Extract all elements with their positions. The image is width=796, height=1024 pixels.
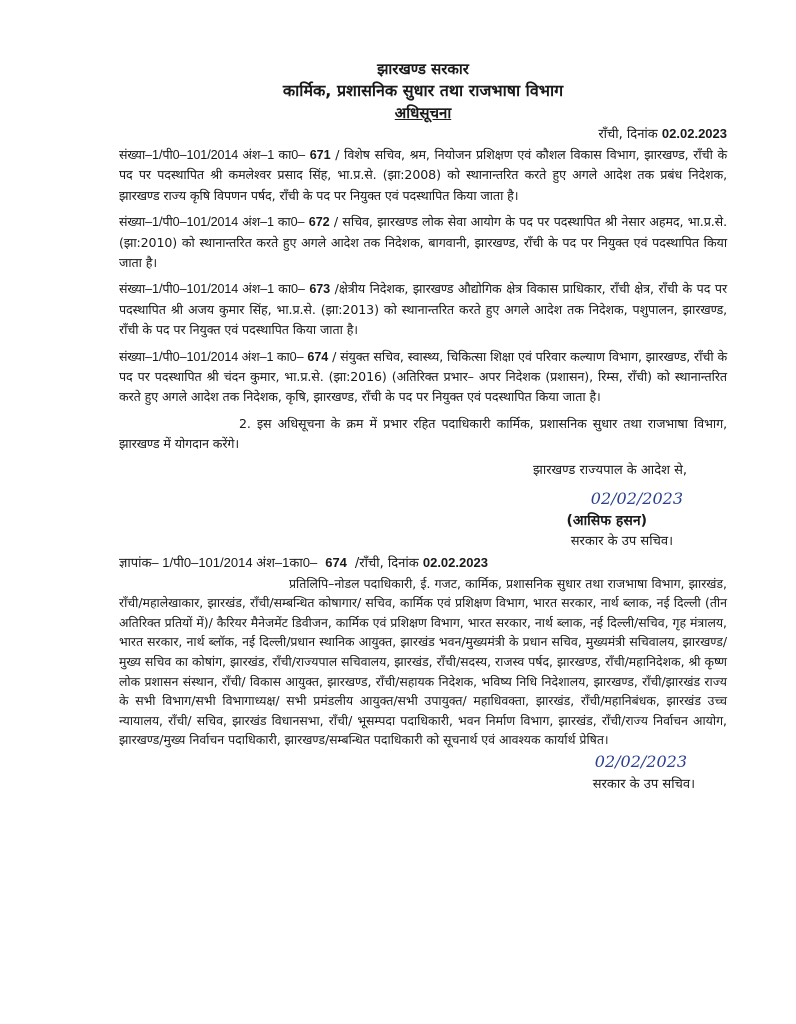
order-paragraph xyxy=(119,347,727,408)
order-text: / संयुक्त सचिव, स्वास्थ्य, चिकित्सा शिक्षा एवं परिवार कल्याण विभाग, झारखण्ड, राँची के पद पर पदस्थापित श्री चंदन कुमार, भा.प्र.से. (झा:2016) (अतिरिक्त प्रभार– अपर निदेशक (प्रशासन), रिम्स, राँची) को स्थानान्तरित करते हुए अगले आदेश तक निदेशक, कृषि, झारखण्ड, राँची के पद पर नियुक्त एवं पदस्थापित किया जाता है। xyxy=(119,348,728,405)
order-number: 672 xyxy=(308,215,330,230)
document-page xyxy=(119,58,727,800)
signatory-name: (आसिफ हसन) xyxy=(566,512,647,529)
order-ref: संख्या–1/पी0–101/2014 अंश–1 का0– xyxy=(119,349,304,364)
order-paragraph xyxy=(119,212,727,273)
memo-line xyxy=(119,553,727,574)
handwritten-signature-date: 02/02/2023 xyxy=(590,488,683,508)
order-number: 674 xyxy=(307,349,329,364)
order-paragraph xyxy=(119,279,727,340)
order-text: /क्षेत्रीय निदेशक, झारखण्ड औद्योगिक क्षेत्र विकास प्राधिकार, राँची क्षेत्र, राँची के पद पर पदस्थापित श्री अजय कुमार सिंह, भा.प्र.से. (झा:2013) को स्थानान्तरित करते हुए अगले आदेश तक निदेशक, पशुपालन, झारखण्ड, राँची के पद पर नियुक्त एवं पदस्थापित किया जाता है। xyxy=(119,281,727,338)
memo-date: 02.02.2023 xyxy=(422,554,488,570)
order-paragraph xyxy=(119,145,727,206)
signature-block xyxy=(119,481,727,551)
order-text: / सचिव, झारखण्ड लोक सेवा आयोग के पद पर पदस्थापित श्री नेसार अहमद, भा.प्र.से. (झा:2010) को स्थानान्तरित करते हुए अगले आदेश तक निदेशक, बागवानी, झारखण्ड, राँची के पद पर नियुक्त एवं पदस्थापित किया जाता है। xyxy=(119,214,727,271)
department-heading: कार्मिक, प्रशासनिक सुधार तथा राजभाषा विभाग xyxy=(282,81,564,100)
order-number: 673 xyxy=(309,282,331,297)
order-text: / विशेष सचिव, श्रम, नियोजन प्रशिक्षण एवं कौशल विकास विभाग, झारखण्ड, राँची के पद पर पदस्थापित श्री कमलेश्वर प्रसाद सिंह, भा.प्र.से. (झा:2008) को स्थानान्तरित करते हुए अगले आदेश तक प्रबंध निदेशक, झारखण्ड राज्य कृषि विपणन पर्षद, राँची के पद पर नियुक्त एवं पदस्थापित किया जाता है। xyxy=(119,147,728,203)
notification-date: 02.02.2023 xyxy=(661,126,727,141)
governor-order-line: झारखण्ड राज्यपाल के आदेश से, xyxy=(533,462,687,478)
order-number: 671 xyxy=(309,148,331,162)
signatory-title: सरकार के उप सचिव। xyxy=(570,533,673,549)
doc-type-heading xyxy=(119,102,727,124)
place-label: राँची, दिनांक xyxy=(598,127,658,142)
handwritten-signature-date-2: 02/02/2023 xyxy=(594,752,687,772)
clause-2: 2. इस अधिसूचना के क्रम में प्रभार रहित पदाधिकारी कार्मिक, प्रशासनिक सुधार तथा राजभाषा विभाग, झारखण्ड में योगदान करेंगे। xyxy=(119,415,727,452)
order-ref: संख्या–1/पी0–101/2014 अंश–1 का0– xyxy=(119,148,306,162)
signatory-title-2: सरकार के उप सचिव। xyxy=(592,777,695,793)
place-date xyxy=(119,124,727,145)
memo-number: 674 xyxy=(325,554,347,570)
order-ref: संख्या–1/पी0–101/2014 अंश–1 का0– xyxy=(119,215,305,230)
memo-ref: ज्ञापांक– 1/पी0–101/2014 अंश–1का0– xyxy=(119,554,318,570)
memo-place: /राँची, दिनांक xyxy=(354,555,419,571)
doc-type-label: अधिसूचना xyxy=(394,104,452,122)
copy-distribution-list: प्रतिलिपि–नोडल पदाधिकारी, ई. गजट, कार्मिक, प्रशासनिक सुधार तथा राजभाषा विभाग, झारखंड, राँची/महालेखाकार, झारखंड, राँची/सम्बन्धित कोषागार/ सचिव, कार्मिक एवं प्रशिक्षण विभाग, भारत सरकार, नार्थ ब्लाक, नई दिल्ली (तीन अतिरिक्त प्रतियों में)/ कैरियर मैनेजमेंट डिवीजन, कार्मिक एवं प्रशिक्षण विभाग, भारत सरकार, नार्थ ब्लाक, नई दिल्ली/सचिव, गृह मंत्रालय, भारत सरकार, नार्थ ब्लॉक, नई दिल्ली/प्रधान स्थानिक आयुक्त, झारखंड भवन/मुख्यमंत्री के प्रधान सचिव, मुख्यमंत्री सचिवालय, झारखण्ड/मुख्य सचिव का कोषांग, झारखंड, राँची/राज्यपाल सचिवालय, झारखंड, राँची/सदस्य, राजस्व पर्षद, झारखण्ड, राँची/महानिदेशक, श्री कृष्ण लोक प्रशासन संस्थान, राँची/ विकास आयुक्त, झारखण्ड, राँची/सहायक निदेशक, भविष्य निधि निदेशालय, झारखण्ड, राँची/झारखंड राज्य के सभी विभाग/सभी विभागाध्यक्ष/ सभी प्रमंडलीय आयुक्त/सभी उपायुक्त/ महाधिवक्ता, झारखंड, राँची/महानिबंधक, झारखंड उच्च न्यायालय, राँची/ सचिव, झारखंड विधानसभा, राँची/ भूसम्पदा पदाधिकारी, भवन निर्माण विभाग, झारखंड, राँची/राज्य निर्वाचन आयोग, झारखण्ड/मुख्य निर्वाचन पदाधिकारी, झारखण्ड/सम्बन्धित पदाधिकारी को सूचनार्थ एवं आवश्यक कार्यार्थ प्रेषित। xyxy=(119,575,727,748)
government-heading: झारखण्ड सरकार xyxy=(377,60,469,78)
order-ref: संख्या–1/पी0–101/2014 अंश–1 का0– xyxy=(119,282,305,297)
signature-block-2 xyxy=(119,750,727,800)
